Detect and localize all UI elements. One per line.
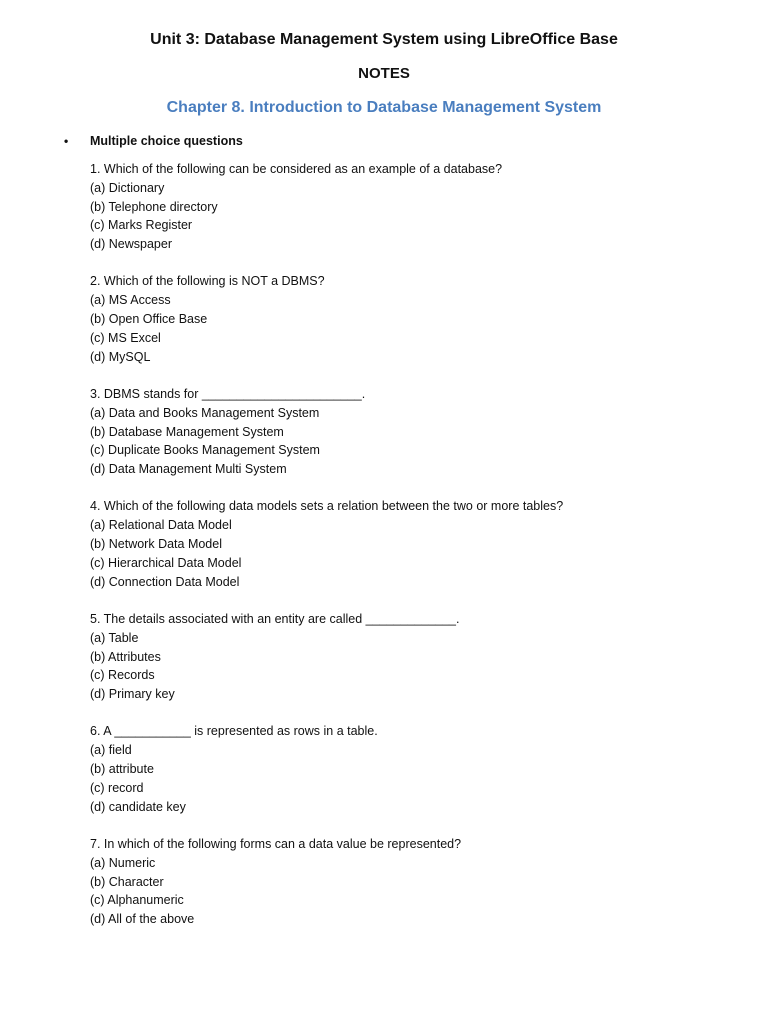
- answer-option: (d) All of the above: [90, 912, 195, 927]
- answer-option: (d) Connection Data Model: [90, 574, 240, 589]
- answer-option: (a) Data and Books Management System: [90, 405, 320, 420]
- question-1: [90, 160, 730, 254]
- question-7: [90, 835, 730, 929]
- notes-heading: NOTES: [358, 65, 410, 82]
- question-3: [90, 385, 730, 479]
- document-title: Unit 3: Database Management System using LibreOffice Base: [150, 31, 618, 48]
- answer-option: (c) record: [90, 780, 144, 795]
- question-text: 4. Which of the following data models sets a relation between the two or more tables?: [90, 499, 564, 514]
- answer-option: (b) Attributes: [90, 649, 161, 664]
- question-text: 3. DBMS stands for _______________________.: [90, 386, 366, 401]
- answer-option: (a) field: [90, 743, 132, 758]
- question-text: 6. A ___________ is represented as rows in a table.: [90, 724, 378, 739]
- answer-option: (a) Table: [90, 630, 139, 645]
- answer-option: (d) Primary key: [90, 687, 175, 702]
- answer-option: (c) Marks Register: [90, 218, 193, 233]
- answer-option: (b) Network Data Model: [90, 537, 222, 552]
- question-text: 2. Which of the following is NOT a DBMS?: [90, 274, 325, 289]
- answer-option: (c) Records: [90, 668, 155, 683]
- section-heading: [64, 132, 243, 150]
- answer-option: (b) Character: [90, 874, 164, 889]
- bullet-icon: •: [64, 134, 69, 148]
- answer-option: (c) Duplicate Books Management System: [90, 443, 320, 458]
- answer-option: (a) Dictionary: [90, 180, 165, 195]
- answer-option: (b) Open Office Base: [90, 312, 208, 327]
- answer-option: (d) MySQL: [90, 349, 151, 364]
- answer-option: (c) Hierarchical Data Model: [90, 555, 242, 570]
- answer-option: (b) Database Management System: [90, 424, 284, 439]
- question-6: [90, 722, 730, 816]
- answer-option: (a) Relational Data Model: [90, 518, 232, 533]
- answer-option: (a) Numeric: [90, 855, 156, 870]
- answer-option: (b) Telephone directory: [90, 199, 218, 214]
- section-label: Multiple choice questions: [90, 134, 243, 148]
- answer-option: (b) attribute: [90, 762, 154, 777]
- question-text: 5. The details associated with an entity are called _____________.: [90, 611, 460, 626]
- answer-option: (a) MS Access: [90, 293, 171, 308]
- answer-option: (c) Alphanumeric: [90, 893, 184, 908]
- answer-option: (c) MS Excel: [90, 330, 161, 345]
- answer-option: (d) candidate key: [90, 799, 186, 814]
- answer-option: (d) Newspaper: [90, 237, 172, 252]
- question-list: [90, 160, 730, 947]
- chapter-heading: Chapter 8. Introduction to Database Management System: [166, 99, 602, 116]
- question-5: [90, 610, 730, 704]
- question-text: 1. Which of the following can be considered as an example of a database?: [90, 162, 503, 176]
- question-2: [90, 272, 730, 366]
- answer-option: (d) Data Management Multi System: [90, 462, 287, 477]
- question-text: 7. In which of the following forms can a data value be represented?: [90, 836, 462, 851]
- question-4: [90, 497, 730, 591]
